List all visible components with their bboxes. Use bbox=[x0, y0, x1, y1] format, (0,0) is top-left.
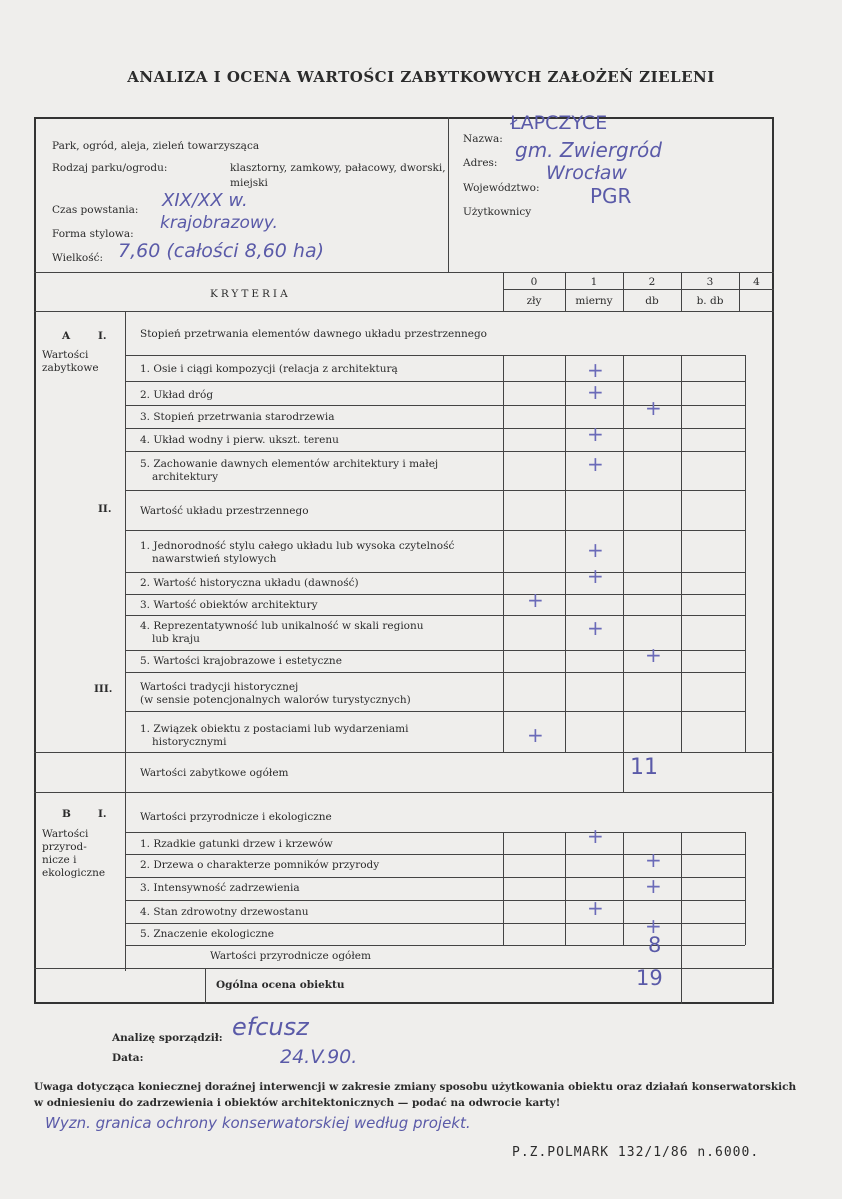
grid-line bbox=[125, 381, 745, 382]
col-1-num: 1 bbox=[590, 276, 598, 288]
grid-line bbox=[125, 594, 745, 595]
col-2-name: db bbox=[645, 295, 659, 307]
warning-line-2: w odniesieniu do zadrzewienia i obiektów architektonicznych — podać na odwrocie karty! bbox=[34, 1097, 561, 1109]
rating-mark: + bbox=[587, 380, 604, 404]
style-value: krajobrazowy. bbox=[160, 213, 278, 233]
section-a-group2-num: II. bbox=[98, 503, 112, 515]
grid-line bbox=[745, 832, 746, 945]
a2-item-3: 3. Wartość obiektów architektury bbox=[140, 599, 318, 611]
criteria-top-line bbox=[34, 272, 774, 273]
kind-options: klasztorny, zamkowy, pałacowy, dworski, bbox=[230, 162, 446, 174]
section-b-num: I. bbox=[98, 808, 107, 820]
date-label: Data: bbox=[112, 1052, 144, 1064]
section-a-group3-num: III. bbox=[94, 683, 113, 695]
warning-line-1: Uwaga dotycząca koniecznej doraźnej interwencji w zakresie zmiany sposobu użytkowania obiektu oraz działań konserwatorskich bbox=[34, 1081, 797, 1093]
size-value: 7,60 (całości 8,60 ha) bbox=[118, 240, 325, 262]
grid-line bbox=[125, 672, 745, 673]
criteria-mid-line bbox=[503, 289, 774, 290]
grid-line bbox=[125, 530, 745, 531]
rating-mark: + bbox=[527, 588, 544, 612]
print-code: P.Z.POLMARK 132/1/86 n.6000. bbox=[512, 1145, 760, 1160]
rating-mark: + bbox=[645, 914, 662, 938]
col-3-name: b. db bbox=[696, 295, 724, 307]
a2-item-4: 4. Reprezentatywność lub unikalność w skali regionu bbox=[140, 620, 424, 632]
b-item-2: 2. Drzewa o charakterze pomników przyrody bbox=[140, 859, 380, 871]
grid-line bbox=[125, 615, 745, 616]
handwritten-note: Wyzn. granica ochrony konserwatorskiej według projekt. bbox=[45, 1114, 471, 1132]
grid-line bbox=[125, 572, 745, 573]
park-type-label: Park, ogród, aleja, zieleń towarzysząca bbox=[52, 140, 260, 152]
a2-item-2: 2. Wartość historyczna układu (dawność) bbox=[140, 577, 359, 589]
rating-mark: + bbox=[645, 396, 662, 420]
time-value: XIX/XX w. bbox=[162, 190, 248, 211]
col-3-num: 3 bbox=[706, 276, 714, 288]
analysis-signature: efcusz bbox=[232, 1013, 309, 1041]
rating-mark: + bbox=[587, 358, 604, 382]
grid-line bbox=[125, 711, 745, 712]
group3-title-2: (w sensie potencjonalnych walorów turystycznych) bbox=[140, 694, 411, 706]
analysis-label: Analizę sporządził: bbox=[112, 1032, 223, 1044]
rating-mark: + bbox=[587, 896, 604, 920]
a2-item-4-cont: lub kraju bbox=[152, 633, 200, 645]
size-label: Wielkość: bbox=[52, 252, 104, 264]
a2-item-1: 1. Jednorodność stylu całego układu lub wysoka czytelność bbox=[140, 540, 455, 552]
a1-item-5: 5. Zachowanie dawnych elementów architektury i małej bbox=[140, 458, 439, 470]
col-0-name: zły bbox=[526, 295, 542, 307]
rating-mark: + bbox=[645, 643, 662, 667]
a2-item-1-cont: nawarstwień stylowych bbox=[152, 553, 277, 565]
grid-col-line bbox=[739, 272, 740, 311]
grid-line bbox=[681, 355, 682, 752]
grid-line bbox=[125, 490, 745, 491]
kind-label: Rodzaj parku/ogrodu: bbox=[52, 162, 168, 174]
grid-col-line bbox=[681, 272, 682, 311]
grid-line bbox=[125, 355, 745, 356]
grid-line bbox=[565, 832, 566, 945]
voivodeship-value: Wrocław bbox=[546, 162, 627, 184]
a3-item-1: 1. Związek obiektu z postaciami lub wydarzeniami bbox=[140, 723, 409, 735]
time-label: Czas powstania: bbox=[52, 204, 139, 216]
col-1-name: mierny bbox=[575, 295, 613, 307]
section-a-title-1: Wartości bbox=[42, 349, 89, 361]
grid-col-line bbox=[503, 272, 504, 311]
rating-mark: + bbox=[645, 848, 662, 872]
overall-label: Ogólna ocena obiektu bbox=[216, 979, 345, 991]
name-value: ŁAPCZYCE bbox=[510, 112, 608, 134]
left-section-divider bbox=[125, 311, 126, 971]
header-divider bbox=[448, 117, 449, 273]
col-4-num: 4 bbox=[753, 276, 760, 288]
section-b-title-3: nicze i bbox=[42, 854, 77, 866]
grid-line bbox=[565, 355, 566, 752]
grid-line bbox=[623, 355, 624, 792]
section-b-title-2: przyrod- bbox=[42, 841, 87, 853]
section-b-title-1: Wartości bbox=[42, 828, 89, 840]
rating-mark: + bbox=[587, 564, 604, 588]
users-value: PGR bbox=[590, 184, 632, 208]
rating-mark: + bbox=[587, 452, 604, 476]
grid-line bbox=[34, 752, 774, 753]
rating-mark: + bbox=[645, 874, 662, 898]
section-b-total-label: Wartości przyrodnicze ogółem bbox=[210, 950, 371, 962]
overall-value: 19 bbox=[636, 966, 663, 990]
group3-title-1: Wartości tradycji historycznej bbox=[140, 681, 299, 693]
grid-line bbox=[125, 900, 745, 901]
b-item-5: 5. Znaczenie ekologiczne bbox=[140, 928, 275, 940]
criteria-label: KRYTERIA bbox=[210, 288, 291, 300]
voivodeship-label: Województwo: bbox=[463, 182, 540, 194]
section-a-title-2: zabytkowe bbox=[42, 362, 99, 374]
group1-title: Stopień przetrwania elementów dawnego układu przestrzennego bbox=[140, 328, 487, 340]
date-value: 24.V.90. bbox=[280, 1046, 358, 1068]
grid-line bbox=[34, 968, 774, 969]
section-a-letter: A bbox=[62, 330, 71, 342]
section-a-total-label: Wartości zabytkowe ogółem bbox=[140, 767, 289, 779]
grid-line bbox=[503, 832, 504, 945]
a2-item-5: 5. Wartości krajobrazowe i estetyczne bbox=[140, 655, 342, 667]
b-item-4: 4. Stan zdrowotny drzewostanu bbox=[140, 906, 309, 918]
grid-line bbox=[205, 968, 206, 1004]
b-item-3: 3. Intensywność zadrzewienia bbox=[140, 882, 300, 894]
a1-item-4: 4. Układ wodny i pierw. ukszt. terenu bbox=[140, 434, 339, 446]
section-b-letter: B bbox=[62, 808, 71, 820]
grid-line bbox=[34, 792, 774, 793]
document-title: ANALIZA I OCENA WARTOŚCI ZABYTKOWYCH ZAŁOŻEŃ ZIELENI bbox=[127, 68, 715, 86]
rating-mark: + bbox=[587, 538, 604, 562]
grid-line bbox=[125, 451, 745, 452]
grid-col-line bbox=[623, 272, 624, 311]
col-0-num: 0 bbox=[530, 276, 538, 288]
style-label: Forma stylowa: bbox=[52, 228, 134, 240]
rating-mark: + bbox=[587, 616, 604, 640]
rating-mark: + bbox=[587, 824, 604, 848]
a1-item-1: 1. Osie i ciągi kompozycji (relacja z architekturą bbox=[140, 363, 398, 375]
section-a-group1-num: I. bbox=[98, 330, 107, 342]
kind-options-2: miejski bbox=[230, 177, 268, 189]
criteria-bottom-line bbox=[34, 311, 774, 312]
section-a-total-value: 11 bbox=[630, 755, 658, 780]
a1-item-3: 3. Stopień przetrwania starodrzewia bbox=[140, 411, 335, 423]
grid-line bbox=[125, 832, 745, 833]
section-b-group-title: Wartości przyrodnicze i ekologiczne bbox=[140, 811, 332, 823]
section-b-title-4: ekologiczne bbox=[42, 867, 106, 879]
col-2-num: 2 bbox=[648, 276, 656, 288]
grid-line bbox=[623, 832, 624, 945]
a3-item-1-cont: historycznymi bbox=[152, 736, 227, 748]
grid-line bbox=[745, 355, 746, 752]
group2-title: Wartość układu przestrzennego bbox=[140, 505, 309, 517]
name-label: Nazwa: bbox=[463, 133, 503, 145]
b-item-1: 1. Rzadkie gatunki drzew i krzewów bbox=[140, 838, 333, 850]
grid-col-line bbox=[565, 272, 566, 311]
section-b-total-value: 8 bbox=[648, 933, 662, 957]
address-value: gm. Zwiergród bbox=[515, 138, 662, 162]
users-label: Użytkownicy bbox=[463, 206, 532, 218]
a1-item-5-cont: architektury bbox=[152, 471, 219, 483]
grid-line bbox=[681, 832, 682, 1004]
grid-line bbox=[503, 355, 504, 752]
rating-mark: + bbox=[527, 723, 544, 747]
grid-line bbox=[125, 428, 745, 429]
rating-mark: + bbox=[587, 422, 604, 446]
a1-item-2: 2. Układ dróg bbox=[140, 389, 214, 401]
address-label: Adres: bbox=[463, 157, 498, 169]
